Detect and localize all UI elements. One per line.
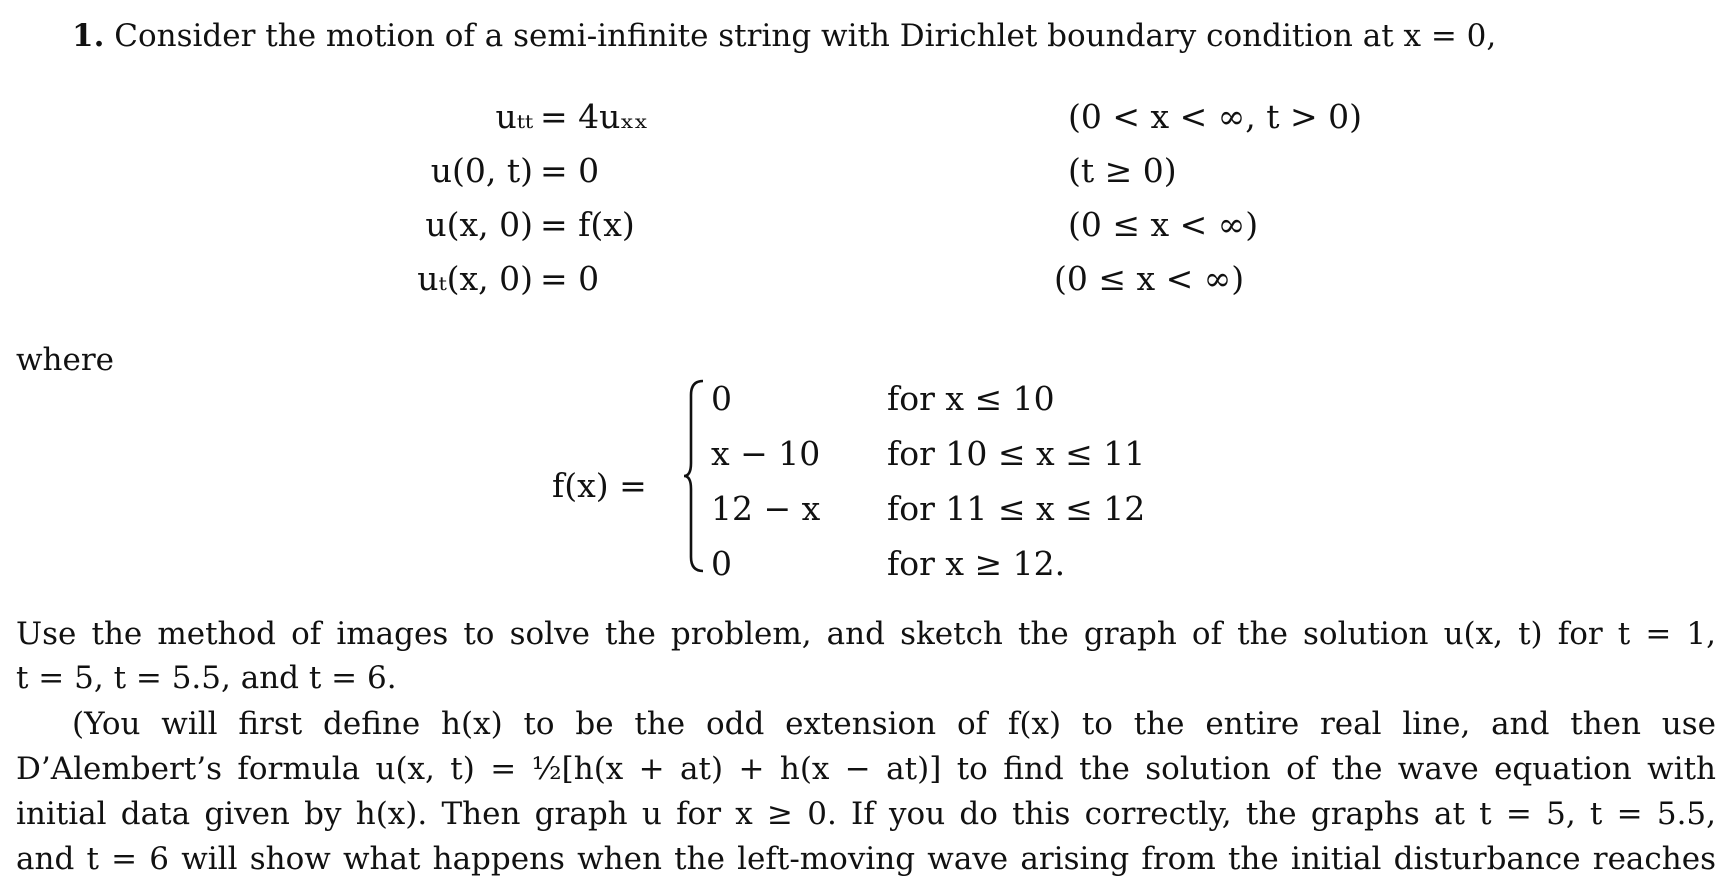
paragraph-hint-line-2: D’Alembert’s formula u(x, t) = ½[h(x + at) + h(x − at)] to find the solution of the wave equation with	[16, 751, 1716, 787]
case3-value: 12 − x	[711, 489, 821, 528]
case3-condition: for 11 ≤ x ≤ 12	[887, 489, 1146, 528]
paragraph-hint-line-1: (You will first define h(x) to be the odd extension of f(x) to the entire real line, and then use	[72, 706, 1716, 742]
eq4-condition: (0 ≤ x < ∞)	[1054, 259, 1245, 298]
case4-condition: for x ≥ 12.	[887, 544, 1066, 583]
eq3-lhs: u(x, 0)	[425, 205, 533, 244]
problem-intro: Consider the motion of a semi-infinite string with Dirichlet boundary condition at x = 0,	[114, 18, 1497, 54]
eq3-rhs: = f(x)	[540, 205, 635, 244]
paragraph-hint-line-4: and t = 6 will show what happens when the left-moving wave arising from the initial disturbance reaches	[16, 841, 1716, 877]
where-label: where	[16, 342, 115, 378]
eq2-lhs: u(0, t)	[430, 151, 533, 190]
eq4-lhs: uₜ(x, 0)	[417, 259, 533, 298]
paragraph-method-line-2: t = 5, t = 5.5, and t = 6.	[16, 660, 397, 696]
piecewise-lhs: f(x) =	[552, 466, 647, 505]
paragraph-hint-line-3: initial data given by h(x). Then graph u for x ≥ 0. If you do this correctly, the graphs at t = 5, t = 5.5,	[16, 796, 1716, 832]
eq1-rhs: = 4uₓₓ	[540, 97, 649, 136]
problem-intro-line	[72, 16, 1496, 56]
eq1-lhs: uₜₜ	[495, 97, 533, 136]
problem-number: 1.	[72, 18, 105, 54]
eq3-condition: (0 ≤ x < ∞)	[1068, 205, 1259, 244]
case1-condition: for x ≤ 10	[887, 379, 1055, 418]
case2-value: x − 10	[711, 434, 821, 473]
eq1-condition: (0 < x < ∞, t > 0)	[1068, 97, 1362, 136]
eq2-condition: (t ≥ 0)	[1068, 151, 1177, 190]
paragraph-method-line-1: Use the method of images to solve the problem, and sketch the graph of the solution u(x, t) for t = 1,	[16, 616, 1716, 652]
case2-condition: for 10 ≤ x ≤ 11	[887, 434, 1146, 473]
eq4-rhs: = 0	[540, 259, 600, 298]
case4-value: 0	[711, 544, 732, 583]
case1-value: 0	[711, 379, 732, 418]
left-brace	[683, 379, 705, 573]
eq2-rhs: = 0	[540, 151, 600, 190]
